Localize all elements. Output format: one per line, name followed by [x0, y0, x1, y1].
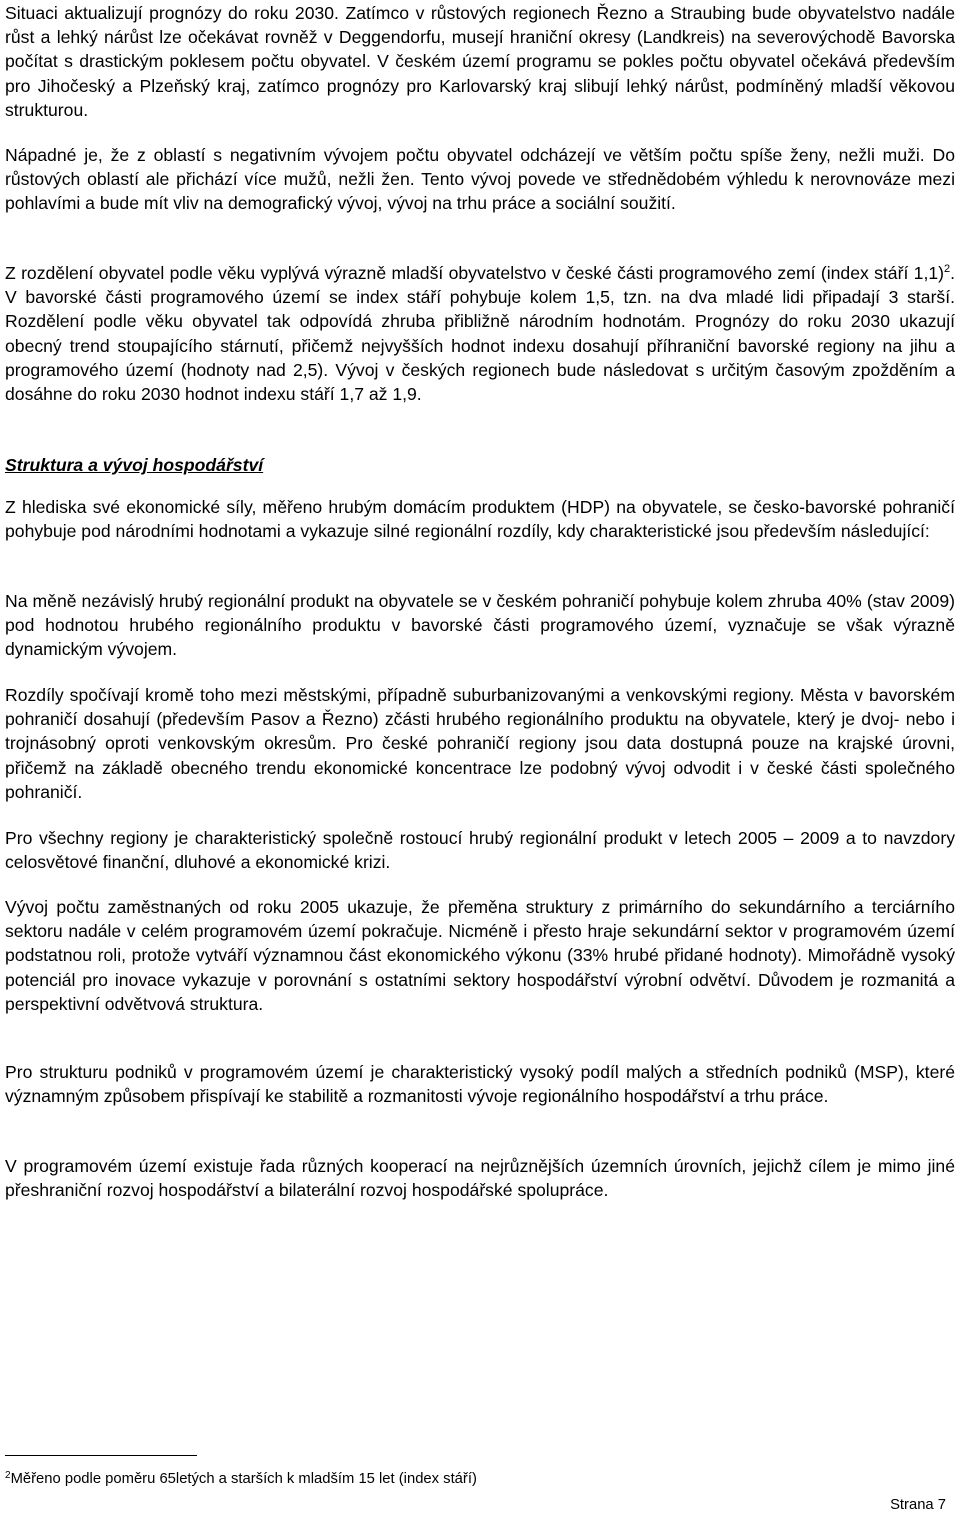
age-structure-text-end: . V bavorské části programového území se index stáří pohybuje kolem 1,5, tzn. na dva mladé lidi připadají 3 starší. Rozdělení podle věku obyvatel tak odpovídá zhruba přibližně národním hodnotám. Prognózy do roku 2030 ukazují obecný trend stoupajícího stárnutí, přičemž nejvyšších hodnot indexu dosahují příhraniční bavorské regiony na jihu a programového území (hodnoty nad 2,5). Vývoj v českých regionech bude následovat s určitým časovým zpožděním a dosáhne do roku 2030 hodnot indexu stáří 1,7 až 1,9. — [5, 263, 955, 405]
footnote-reference[interactable]: 2 — [943, 263, 951, 275]
paragraph-regional-product: Na měně nezávislý hrubý regionální produkt na obyvatele se v českém pohraničí pohybuje kolem zhruba 40% (stav 2009) pod hodnotou hrubého regionálního produktu v bavorské části programového území, vyznačuje se však výrazně dynamickým vývojem. — [5, 591, 955, 660]
paragraph-economic-strength: Z hlediska své ekonomické síly, měřeno hrubým domácím produktem (HDP) na obyvatele, se česko-bavorské pohraničí pohybuje pod národními hodnotami a vykazuje silné regionální rozdíly, kdy charakteristické jsou především následující: — [5, 497, 955, 542]
page-number: Strana 7 — [890, 1497, 946, 1513]
footnote-number: 2 — [5, 1470, 11, 1481]
paragraph-population-forecast: Situaci aktualizují prognózy do roku 2030. Zatímco v růstových regionech Řezno a Straubing bude obyvatelstvo nadále růst a lehký nárůst lze očekávat rovněž v Deggendorfu, musejí hraniční okresy (Landkreis) na severovýchodě Bavorska počítat s drastickým poklesem počtu obyvatel. V českém území programu se pokles počtu obyvatel očekává především pro Jihočeský a Plzeňský kraj, zatímco prognózy pro Karlovarský kraj slibují lehký nárůst, podmíněný mladší věkovou strukturou. — [5, 3, 955, 120]
paragraph-gender-migration: Nápadné je, že z oblastí s negativním vývojem počtu obyvatel odcházejí ve větším počtu spíše ženy, nežli muži. Do růstových oblastí ale přichází více mužů, nežli žen. Tento vývoj povede ve střednědobém výhledu k nerovnováze mezi pohlavími a bude mít vliv na demografický vývoj, vývoj na trhu práce a sociální soužití. — [5, 145, 955, 214]
paragraph-growth-2005-2009: Pro všechny regiony je charakteristický společně rostoucí hrubý regionální produkt v letech 2005 – 2009 a to navzdory celosvětové finanční, dluhové a ekonomické krizi. — [5, 828, 955, 873]
paragraph-age-structure — [5, 261, 955, 406]
footnote-text: Měřeno podle poměru 65letých a starších k mladším 15 let (index stáří) — [10, 1471, 477, 1487]
footnote — [5, 1470, 477, 1488]
paragraph-sme-structure: Pro strukturu podniků v programovém území je charakteristický vysoký podíl malých a středních podniků (MSP), které významným způsobem přispívají ke stabilitě a rozmanitosti vývoje regionálního hospodářství a trhu práce. — [5, 1062, 955, 1107]
paragraph-urban-rural-differences: Rozdíly spočívají kromě toho mezi městskými, případně suburbanizovanými a venkovskými regiony. Města v bavorském pohraničí dosahují (především Pasov a Řezno) zčásti hrubého regionálního produktu na obyvatele, který je dvoj- nebo i trojnásobný oproti venkovským okresům. Pro české pohraničí regiony jsou data dostupná pouze na krajské úrovni, přičemž na základě obecného trendu ekonomické koncentrace lze podobný vývoj odvodit i v české části společného pohraničí. — [5, 685, 955, 802]
paragraph-employment-sectors: Vývoj počtu zaměstnaných od roku 2005 ukazuje, že přeměna struktury z primárního do sekundárního a terciárního sektoru nadále v celém programovém území pokračuje. Nicméně i přesto hraje sekundární sektor v programovém území podstatnou roli, protože vytváří významnou část ekonomického výkonu (33% hrubé přidané hodnoty). Mimořádně vysoký potenciál pro inovace vykazuje v porovnání s ostatními sektory hospodářství výrobní odvětví. Důvodem je rozmanitá a perspektivní odvětvová struktura. — [5, 897, 955, 1014]
age-structure-text-start: Z rozdělení obyvatel podle věku vyplývá výrazně mladší obyvatelstvo v české části programového zemí (index stáří 1,1) — [5, 263, 944, 283]
footnote-divider — [5, 1455, 197, 1456]
section-heading-economy: Struktura a vývoj hospodářství — [5, 455, 264, 475]
paragraph-cooperation: V programovém území existuje řada různých kooperací na nejrůznějších územních úrovních, jejichž cílem je mimo jiné přeshraniční rozvoj hospodářství a bilaterální rozvoj hospodářské spolupráce. — [5, 1156, 955, 1201]
